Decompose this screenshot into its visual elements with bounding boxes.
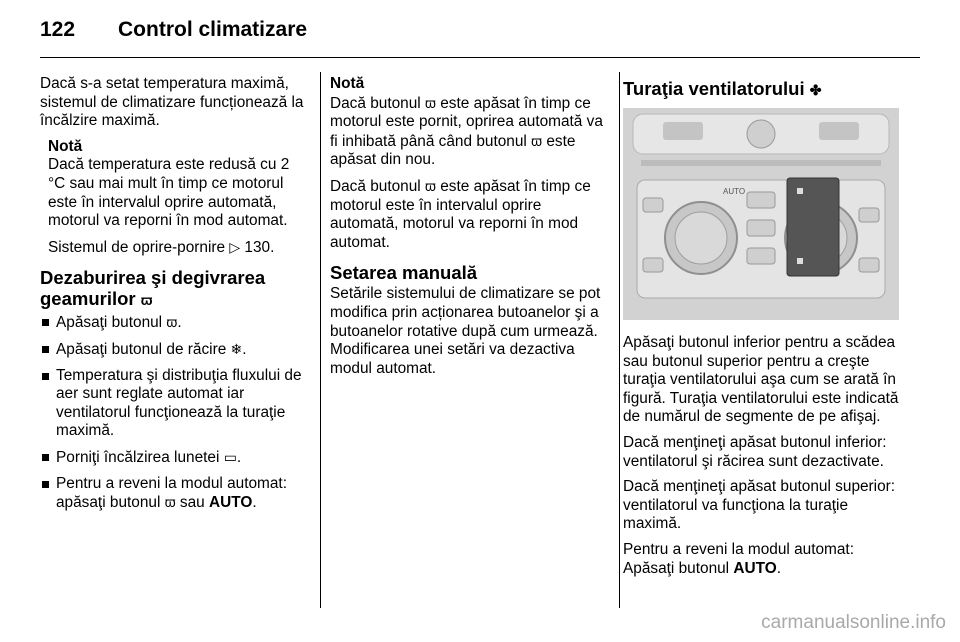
fan-paragraph-2: Dacă menţineţi apăsat butonul inferior: ventilatorul şi răcirea sunt dezactivate. [623, 433, 887, 470]
fan-icon: ✤ [809, 82, 822, 98]
stop-start-ref [48, 238, 310, 258]
note-paragraph-2: Dacă butonul ϖ este apăsat în timp ce motorul este în intervalul oprire automată, motorul va reporni în mod automat. [330, 177, 591, 251]
climate-control-panel-photo [623, 108, 899, 320]
column-2 [330, 75, 610, 385]
page-title: Control climatizare [118, 18, 308, 41]
column-divider-2 [619, 72, 620, 608]
list-item: Temperatura şi distribuţia fluxului de aer sunt reglate automat iar ventilatorul funcţionează la turaţie maximă. [40, 367, 310, 441]
climate-panel-illustration [623, 108, 899, 320]
column-divider-1 [320, 72, 321, 608]
page-ref-arrow-icon: ▷ [229, 238, 241, 255]
note-paragraph-1: Dacă butonul ϖ este apăsat în timp ce motorul este pornit, oprirea automată va fi inhibată până când butonul ϖ este apăsat din nou. [330, 94, 603, 169]
header-rule [40, 57, 920, 58]
watermark: carmanualsonline.info [761, 612, 946, 633]
list-item: Apăsaţi butonul de răcire ❄. [40, 340, 310, 360]
windscreen-defrost-icon: ϖ [140, 292, 153, 309]
section-title-defrost-text: Dezaburirea şi degivrarea geamurilor [40, 267, 266, 310]
list-item: Porniţi încălzirea lunetei ▭. [40, 448, 310, 468]
note-box [40, 138, 310, 258]
column-3 [623, 75, 901, 103]
column-3-text [623, 334, 905, 585]
cooling-snowflake-icon: ❄ [230, 340, 243, 357]
note-title: Notă [330, 75, 365, 92]
windscreen-defrost-icon: ϖ [531, 132, 543, 149]
photo-auto-label: AUTO [723, 187, 746, 196]
manual-paragraph: Setările sistemului de climatizare se pot modifica prin acționarea butoanelor şi a butoanelor rotative după cum urmează. Modificarea unei setări va dezactiva modul automat. [330, 285, 601, 377]
windscreen-defrost-icon: ϖ [424, 94, 436, 111]
stop-start-text: Sistemul de oprire-pornire [48, 238, 226, 256]
section-title-fan [623, 78, 901, 101]
rear-window-heating-icon: ▭ [223, 448, 237, 465]
section-title-defrost [40, 267, 310, 311]
intro-paragraph: Dacă s-a setat temperatura maximă, sistemul de climatizare funcționează la încălzire maximă. [40, 75, 304, 130]
section-title-manual: Setarea manuală [330, 262, 478, 284]
list-item: Pentru a reveni la modul automat: apăsaţi butonul ϖ sau AUTO. [40, 475, 310, 513]
page-header [40, 18, 307, 42]
page-number: 122 [40, 18, 76, 41]
section-title-fan-text: Turaţia ventilatorului [623, 78, 805, 99]
column-1 [40, 75, 310, 520]
fan-paragraph-1: Apăsaţi butonul inferior pentru a scădea sau butonul superior pentru a creşte turaţia ventilatorului aşa cum se arată în figură. Turaţia ventilatorului este indicată de numărul de segmente de pe afişaj. [623, 334, 899, 426]
note-text: Dacă temperatura este redusă cu 2 °C sau mai mult în timp ce motorul este în intervalul oprire automată, motorul va reporni în mod automat. [48, 156, 290, 230]
windscreen-defrost-icon: ϖ [424, 177, 436, 194]
fan-paragraph-3: Dacă menţineţi apăsat butonul superior: ventilatorul va funcţiona la turaţie maximă. [623, 478, 896, 533]
auto-label: AUTO [209, 494, 253, 512]
stop-start-page: 130. [244, 238, 275, 256]
windscreen-defrost-icon: ϖ [164, 494, 176, 511]
note-title: Notă [48, 137, 83, 155]
auto-label: AUTO [733, 559, 777, 577]
fan-paragraph-4: Pentru a reveni la modul automat: Apăsaţi butonul AUTO. [623, 540, 854, 577]
list-item: Apăsaţi butonul ϖ. [40, 313, 310, 333]
windscreen-defrost-icon: ϖ [166, 314, 178, 331]
